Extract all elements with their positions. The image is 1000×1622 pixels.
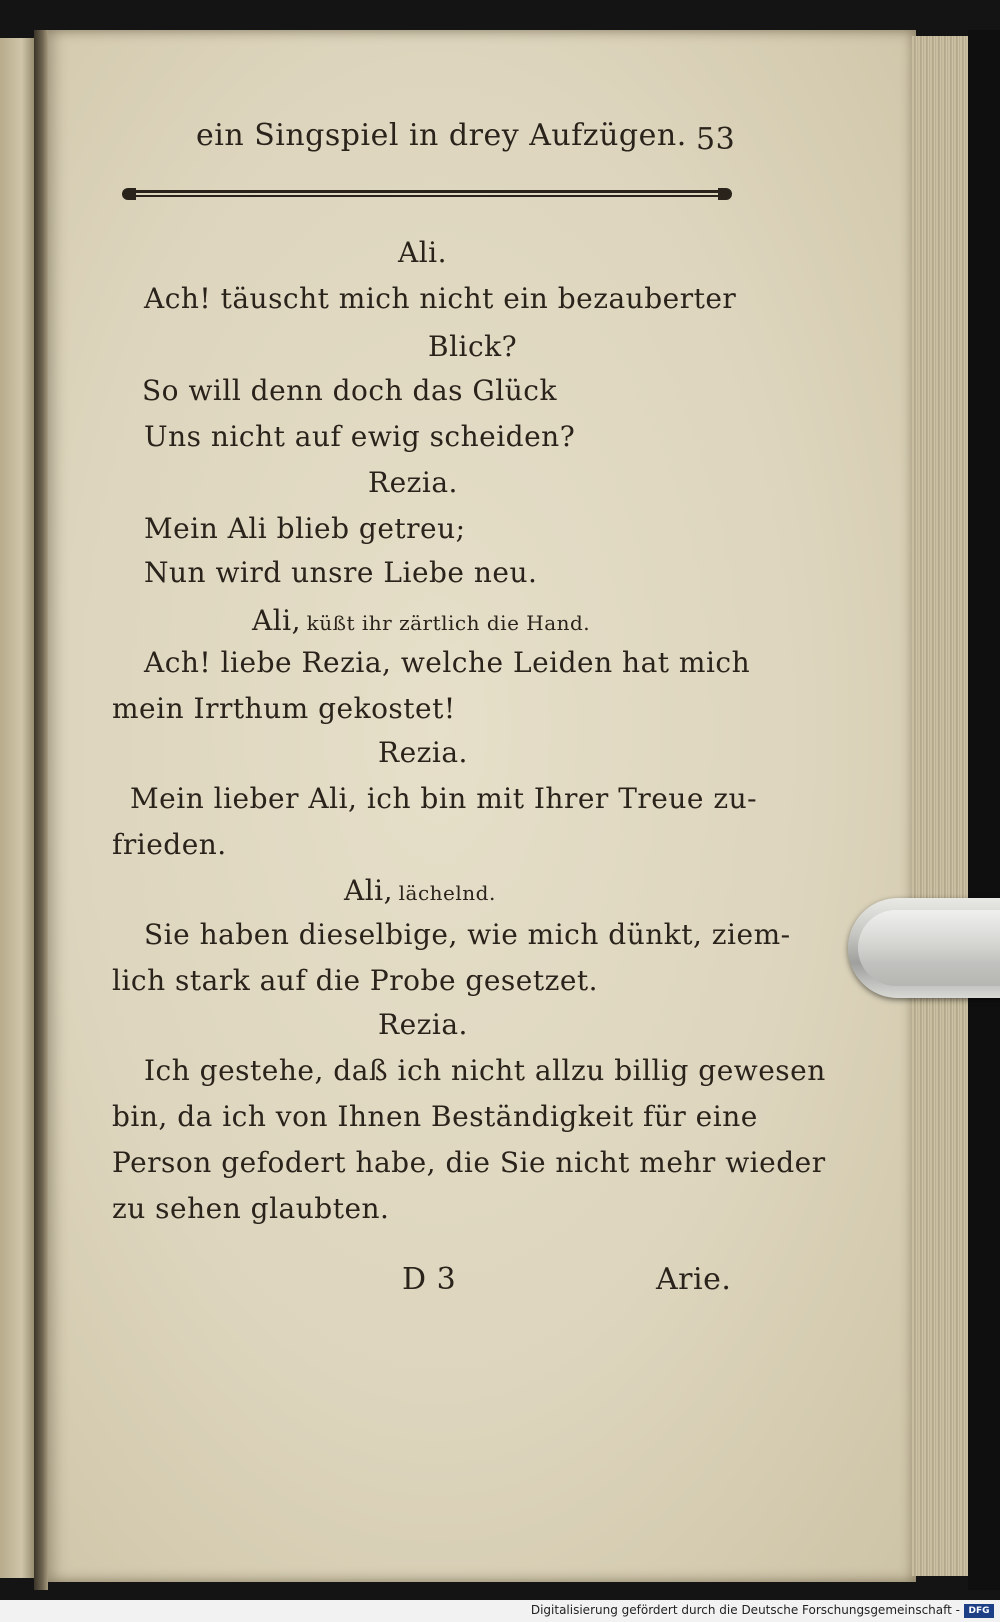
dfg-logo: DFG xyxy=(964,1604,994,1618)
text-line: Mein lieber Ali, ich bin mit Ihrer Treue zu- xyxy=(130,782,758,815)
stage-direction: lächelnd. xyxy=(398,881,496,905)
text-line: Ach! liebe Rezia, welche Leiden hat mich xyxy=(144,646,751,679)
speaker-name: Ali, xyxy=(252,604,302,637)
speaker-rezia: Rezia. xyxy=(378,1008,468,1041)
glass-page-holder xyxy=(848,898,1000,998)
page-stack-edge xyxy=(912,36,975,1576)
speaker-rezia: Rezia. xyxy=(368,466,458,499)
text-line: Uns nicht auf ewig scheiden? xyxy=(144,420,576,453)
text-line: Person gefodert habe, die Sie nicht mehr wieder xyxy=(112,1146,826,1179)
speaker-name: Ali, xyxy=(344,874,394,907)
signature-mark: D 3 xyxy=(402,1262,457,1297)
text-line: zu sehen glaubten. xyxy=(112,1192,390,1225)
text-line: Blick? xyxy=(428,330,518,363)
text-line: frieden. xyxy=(112,828,227,861)
ornamental-rule xyxy=(122,188,732,200)
text-line: lich stark auf die Probe gesetzet. xyxy=(112,964,599,997)
text-line: Nun wird unsre Liebe neu. xyxy=(144,556,538,589)
stage-direction: küßt ihr zärtlich die Hand. xyxy=(306,611,591,635)
running-head: ein Singspiel in drey Aufzügen. xyxy=(196,118,687,153)
text-line: Mein Ali blieb getreu; xyxy=(144,512,466,545)
dark-background xyxy=(968,30,1000,1590)
text-line: bin, da ich von Ihnen Beständigkeit für eine xyxy=(112,1100,758,1133)
left-page-edge xyxy=(0,38,36,1578)
text-line: Ach! täuscht mich nicht ein bezauberter xyxy=(144,282,737,315)
credit-bar xyxy=(0,1600,1000,1622)
book-gutter xyxy=(34,30,48,1590)
speaker-ali-direction xyxy=(344,874,496,907)
speaker-ali: Ali. xyxy=(398,236,448,269)
text-line: Sie haben dieselbige, wie mich dünkt, ziem- xyxy=(144,918,791,951)
text-line: So will denn doch das Glück xyxy=(142,374,557,407)
credit-text: Digitalisierung gefördert durch die Deutsche Forschungsgemeinschaft - xyxy=(530,1603,960,1617)
text-line: Ich gestehe, daß ich nicht allzu billig gewesen xyxy=(144,1054,826,1087)
page-number: 53 xyxy=(696,122,736,157)
speaker-rezia: Rezia. xyxy=(378,736,468,769)
speaker-ali-direction xyxy=(252,604,590,637)
catchword: Arie. xyxy=(656,1262,732,1297)
text-line: mein Irrthum gekostet! xyxy=(112,692,456,725)
